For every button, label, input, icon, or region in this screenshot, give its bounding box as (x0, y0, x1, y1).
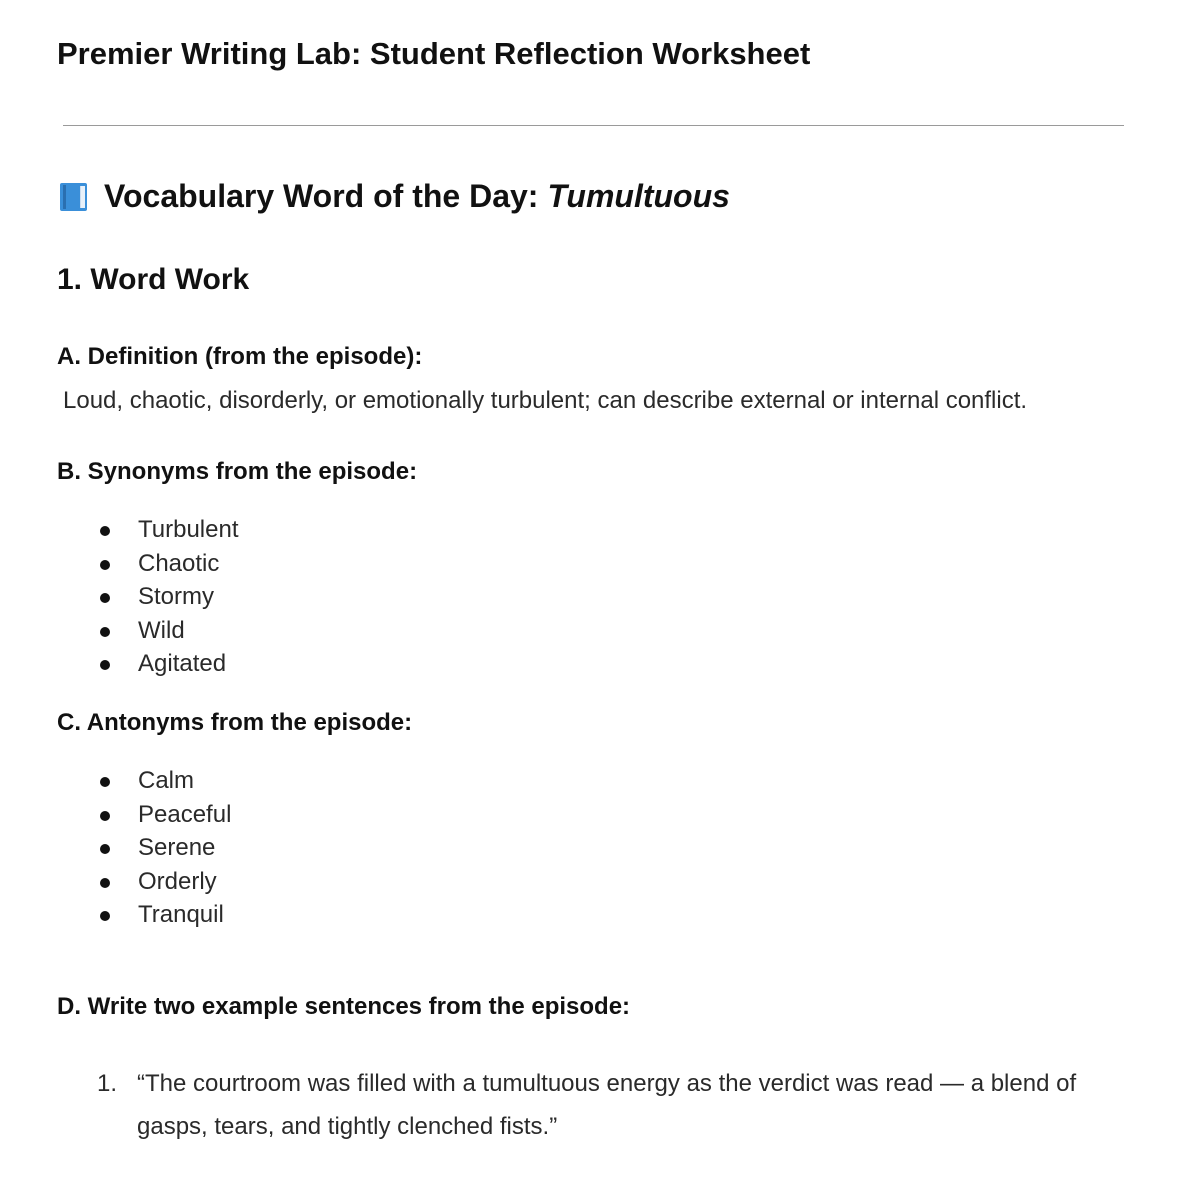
bullet-icon (100, 844, 110, 854)
vocab-label: Vocabulary Word of the Day: (104, 178, 539, 214)
antonyms-heading: C. Antonyms from the episode: (57, 709, 413, 736)
examples-heading: D. Write two example sentences from the episode: (57, 993, 631, 1020)
section-heading-word-work: 1. Word Work (57, 263, 250, 296)
bullet-icon (100, 593, 110, 603)
bullet-icon (100, 660, 110, 670)
definition-heading: A. Definition (from the episode): (57, 343, 423, 370)
bullet-icon (100, 911, 110, 921)
bullet-icon (100, 627, 110, 637)
bullet-icon (100, 560, 110, 570)
bullet-icon (100, 811, 110, 821)
document-title: Premier Writing Lab: Student Reflection Worksheet (57, 36, 811, 71)
horizontal-rule (63, 125, 1124, 126)
bullet-icon (100, 878, 110, 888)
examples-list (0, 1062, 1200, 1140)
bullet-icon (100, 526, 110, 536)
example-sentence: “The courtroom was filled with a tumultuous energy as the verdict was read — a blend of gasps, tears, and tightly clenched fists.” (137, 1070, 1077, 1140)
vocab-heading (60, 178, 730, 215)
vocab-word: Tumultuous (547, 178, 730, 214)
blue-book-icon (60, 183, 87, 211)
bullet-icon (100, 777, 110, 787)
definition-text: Loud, chaotic, disorderly, or emotionally turbulent; can describe external or internal conflict. (63, 387, 1028, 414)
list-number: 1. (97, 1070, 118, 1097)
synonyms-heading: B. Synonyms from the episode: (57, 458, 418, 485)
